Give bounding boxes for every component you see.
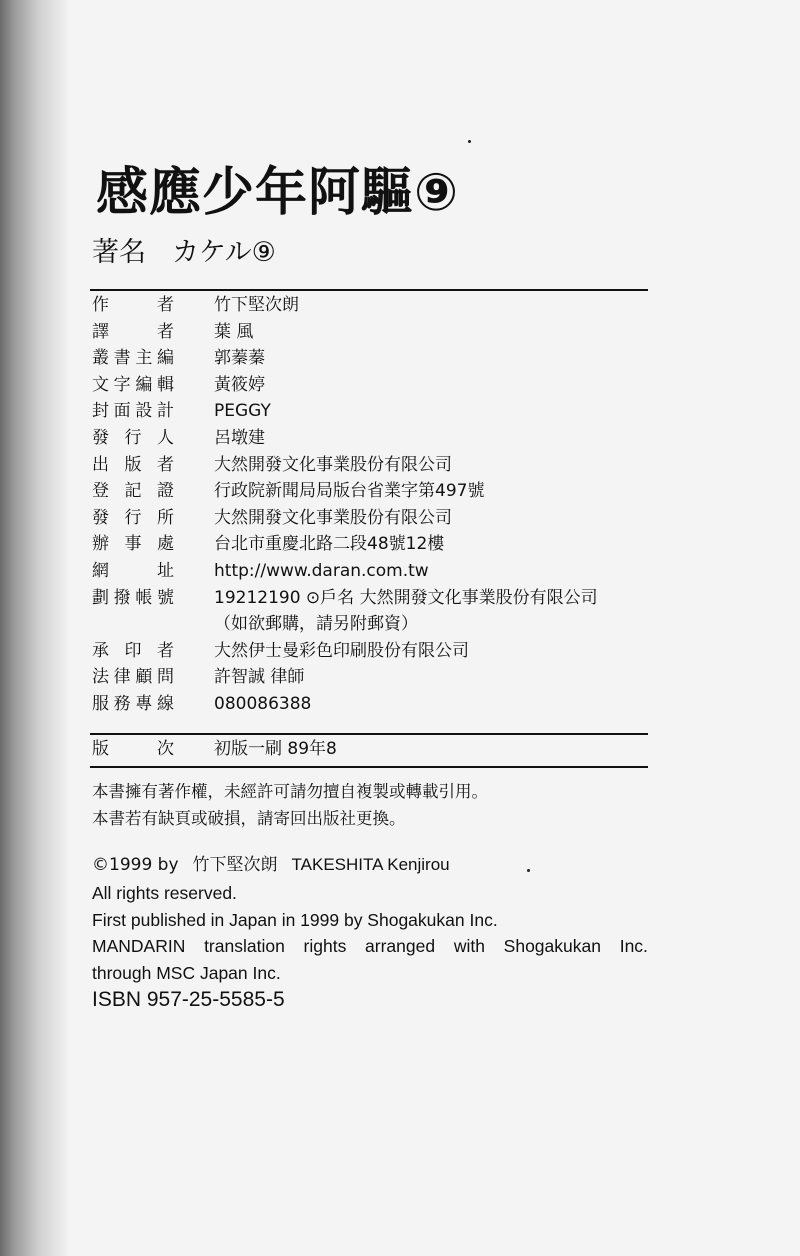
rights-line: MANDARIN translation rights arranged with Shogakukan Inc. bbox=[92, 936, 648, 956]
notice-line: 本書擁有著作權，未經許可請勿擅自複製或轉載引用。 bbox=[92, 782, 488, 801]
notice-line: 本書若有缺頁或破損，請寄回出版社更換。 bbox=[92, 809, 406, 828]
credit-label: 登 記 證 bbox=[92, 481, 174, 502]
credit-label: 發 行 所 bbox=[92, 507, 174, 528]
credit-value: 許智誠 律師 bbox=[214, 667, 305, 688]
rights-block bbox=[92, 880, 648, 986]
credit-label: 法 律 顧 問 bbox=[92, 667, 174, 688]
copyright-line bbox=[92, 852, 450, 878]
credit-label: 叢 書 主 編 bbox=[92, 348, 174, 369]
credit-value: 大然伊士曼彩色印刷股份有限公司 bbox=[214, 640, 469, 661]
credit-row bbox=[92, 319, 662, 346]
credit-label: 服 務 專 線 bbox=[92, 693, 174, 714]
rights-line: First published in Japan in 1999 by Shogakukan Inc. bbox=[92, 909, 498, 930]
credit-row bbox=[92, 478, 662, 505]
original-title-label: 著名 bbox=[92, 237, 146, 268]
rights-line: All rights reserved. bbox=[92, 883, 237, 903]
credit-value: 行政院新聞局局版台省業字第497號 bbox=[214, 481, 485, 502]
copyright-year: ©1999 by bbox=[92, 855, 179, 875]
credit-value: 呂墩建 bbox=[214, 427, 265, 448]
copyright-author-cn: 竹下堅次朗 bbox=[192, 855, 278, 875]
credit-row bbox=[92, 558, 662, 585]
rule-bottom bbox=[90, 766, 648, 768]
credit-row bbox=[92, 345, 662, 372]
credit-label: 承 印 者 bbox=[92, 640, 174, 661]
isbn: ISBN 957-25-5585-5 bbox=[92, 988, 285, 1011]
credit-label: 文 字 編 輯 bbox=[92, 374, 174, 395]
credit-row bbox=[92, 664, 662, 691]
edition-value: 初版一刷 89年8 bbox=[214, 739, 337, 759]
credit-value: （如欲郵購，請另附郵資） bbox=[214, 614, 418, 635]
credit-value: 大然開發文化事業股份有限公司 bbox=[214, 507, 452, 528]
credit-row bbox=[92, 638, 662, 665]
credit-value: 080086388 bbox=[214, 693, 312, 714]
original-title bbox=[92, 230, 276, 269]
original-title-name: カケル⑨ bbox=[172, 237, 276, 268]
rule-top bbox=[90, 289, 648, 291]
credit-row bbox=[92, 611, 662, 638]
rule-middle bbox=[90, 733, 648, 735]
credit-row bbox=[92, 398, 662, 425]
speck bbox=[527, 869, 530, 872]
speck bbox=[468, 140, 471, 143]
credit-label: 劃 撥 帳 號 bbox=[92, 587, 174, 608]
credit-row bbox=[92, 425, 662, 452]
credits-table bbox=[92, 292, 662, 718]
credit-label: 辦 事 處 bbox=[92, 534, 174, 555]
credit-row bbox=[92, 292, 662, 319]
edition-label: 版 次 bbox=[92, 739, 174, 759]
rights-line: through MSC Japan Inc. bbox=[92, 962, 281, 983]
credit-value: 葉 風 bbox=[214, 321, 254, 342]
credit-value: 郭蓁蓁 bbox=[214, 348, 265, 369]
credit-value: 台北市重慶北路二段48號12樓 bbox=[214, 534, 445, 555]
credit-value: http://www.daran.com.tw bbox=[214, 560, 429, 581]
page-gutter-shadow bbox=[0, 0, 70, 1256]
credit-value: PEGGY bbox=[214, 401, 271, 422]
copyright-notice bbox=[92, 778, 488, 832]
credit-row bbox=[92, 585, 662, 612]
credit-label: 網 址 bbox=[92, 560, 174, 581]
credit-row bbox=[92, 372, 662, 399]
credit-label: 譯 者 bbox=[92, 321, 174, 342]
credit-row bbox=[92, 691, 662, 718]
credit-row bbox=[92, 531, 662, 558]
credit-value: 19212190 ⊙戶名 大然開發文化事業股份有限公司 bbox=[214, 587, 598, 608]
copyright-author-en: TAKESHITA Kenjirou bbox=[291, 855, 450, 874]
credit-value: 大然開發文化事業股份有限公司 bbox=[214, 454, 452, 475]
credit-label: 作 者 bbox=[92, 295, 174, 315]
credit-row bbox=[92, 452, 662, 479]
credit-label: 封 面 設 計 bbox=[92, 401, 174, 422]
credit-label: 出 版 者 bbox=[92, 454, 174, 475]
edition-row bbox=[92, 736, 662, 763]
credit-value: 黃筱婷 bbox=[214, 374, 265, 395]
credit-value: 竹下堅次朗 bbox=[214, 295, 299, 315]
book-title: 感應少年阿驅⑨ bbox=[96, 163, 460, 223]
credit-row bbox=[92, 505, 662, 532]
credit-label: 發 行 人 bbox=[92, 427, 174, 448]
